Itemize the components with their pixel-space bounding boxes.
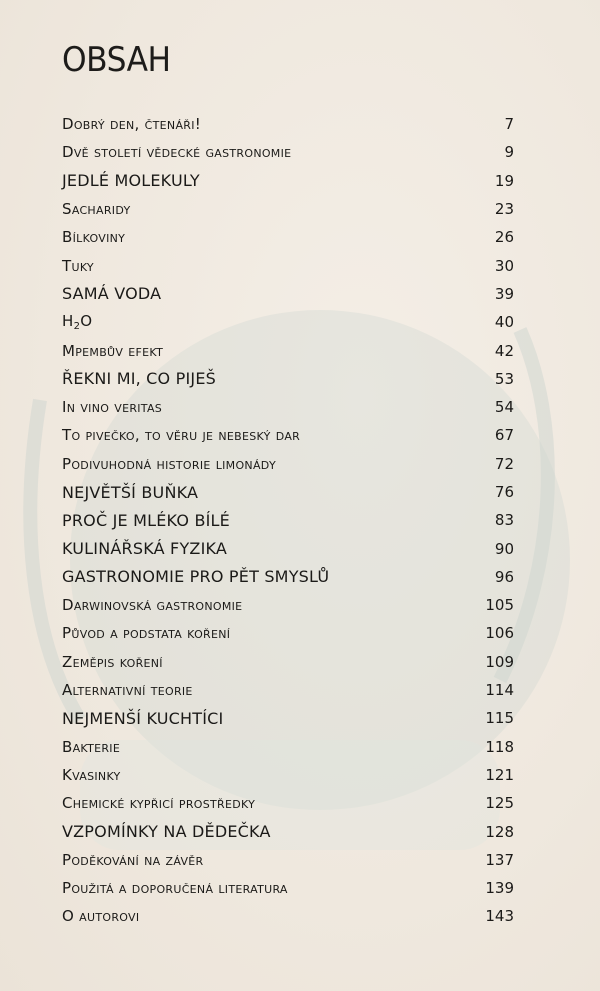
section-title: Bílkoviny [62, 228, 126, 247]
section-title: Zeměpis koření [62, 652, 163, 671]
page-number: 54 [494, 398, 514, 417]
section-title: Alternativní teorie [62, 681, 193, 700]
toc-entry [62, 506, 514, 534]
section-title: Darwinovská gastronomie [62, 596, 243, 615]
page-number: 143 [485, 907, 514, 926]
page-number: 39 [494, 284, 514, 303]
toc-entry [62, 817, 514, 845]
section-title: Bakterie [62, 737, 121, 756]
toc-entry [62, 761, 514, 789]
formula-symbol: O [80, 312, 93, 331]
toc-entry [62, 365, 514, 393]
page-number: 53 [494, 369, 514, 388]
toc-entry [62, 733, 514, 761]
section-title: Chemické kypřicí prostředky [62, 794, 256, 813]
section-title: Dvě století vědecké gastronomie [62, 143, 292, 162]
chapter-title: JEDLÉ MOLEKULY [62, 171, 200, 191]
toc-entry [62, 336, 514, 364]
page-number: 40 [494, 313, 514, 332]
section-title: Sacharidy [62, 200, 131, 219]
section-title: Podivuhodná historie limonády [62, 454, 276, 473]
page-number: 109 [485, 652, 514, 671]
section-title: In vino veritas [62, 398, 163, 417]
toc-entry [62, 789, 514, 817]
toc-entry [62, 676, 514, 704]
page-number: 115 [485, 709, 514, 728]
toc-entry [62, 874, 514, 902]
toc-entry [62, 167, 514, 195]
section-title: Kvasinky [62, 765, 121, 784]
chapter-title: GASTRONOMIE PRO PĚT SMYSLŮ [62, 567, 330, 587]
chapter-title: SAMÁ VODA [62, 284, 162, 304]
chapter-title: NEJVĚTŠÍ BUŇKA [62, 482, 199, 502]
toc-entry [62, 223, 514, 251]
toc-entry [62, 563, 514, 591]
page-number: 67 [494, 426, 514, 445]
chapter-title: ŘEKNI MI, CO PIJEŠ [62, 369, 216, 389]
page-number: 139 [485, 879, 514, 898]
section-title: Poděkování na závěr [62, 850, 204, 869]
chapter-title: PROČ JE MLÉKO BÍLÉ [62, 510, 230, 530]
toc-entry [62, 280, 514, 308]
toc-entry [62, 138, 514, 166]
toc-entry [62, 704, 514, 732]
page-number: 105 [485, 596, 514, 615]
page-number: 72 [494, 454, 514, 473]
page-number: 118 [485, 737, 514, 756]
section-title: O autorovi [62, 907, 140, 926]
page-number: 96 [494, 567, 514, 586]
table-of-contents [62, 110, 514, 931]
section-title: Použitá a doporučená literatura [62, 879, 288, 898]
page-number: 83 [494, 511, 514, 530]
toc-entry [62, 648, 514, 676]
page-number: 42 [494, 341, 514, 360]
section-title: Tuky [62, 256, 94, 275]
page-number: 30 [494, 256, 514, 275]
toc-entry [62, 591, 514, 619]
toc-entry [62, 421, 514, 449]
page-number: 106 [485, 624, 514, 643]
chapter-title: NEJMENŠÍ KUCHTÍCI [62, 708, 224, 728]
page-number: 90 [494, 539, 514, 558]
toc-entry [62, 308, 514, 336]
toc-entry [62, 846, 514, 874]
page-number: 76 [494, 483, 514, 501]
page-number: 125 [485, 794, 514, 813]
formula-symbol: H [62, 312, 74, 331]
page-number: 121 [485, 765, 514, 784]
toc-entry [62, 619, 514, 647]
page-title: OBSAH [62, 40, 171, 80]
section-title: To pivečko, to věru je nebeský dar [62, 426, 301, 445]
page-number: 7 [504, 115, 514, 134]
section-title: Mpembův efekt [62, 341, 164, 360]
toc-entry [62, 110, 514, 138]
chapter-title: KULINÁŘSKÁ FYZIKA [62, 539, 228, 559]
page-number: 137 [485, 850, 514, 869]
chapter-title: VZPOMÍNKY NA DĚDEČKA [62, 822, 271, 842]
page-number: 128 [485, 822, 514, 841]
formula-subscript: 2 [73, 321, 81, 333]
toc-entry [62, 902, 514, 930]
section-title: Původ a podstata koření [62, 624, 231, 643]
page-number: 114 [485, 681, 514, 700]
section-title: Dobrý den, čtenáři! [62, 115, 202, 134]
page-number: 23 [494, 200, 514, 219]
page-number: 26 [494, 228, 514, 247]
page-number: 19 [494, 171, 514, 190]
toc-entry [62, 393, 514, 421]
toc-entry [62, 534, 514, 562]
toc-entry [62, 478, 514, 506]
toc-entry [62, 195, 514, 223]
page-number: 9 [504, 143, 514, 162]
section-title [62, 312, 92, 332]
toc-entry [62, 450, 514, 478]
toc-entry [62, 251, 514, 279]
